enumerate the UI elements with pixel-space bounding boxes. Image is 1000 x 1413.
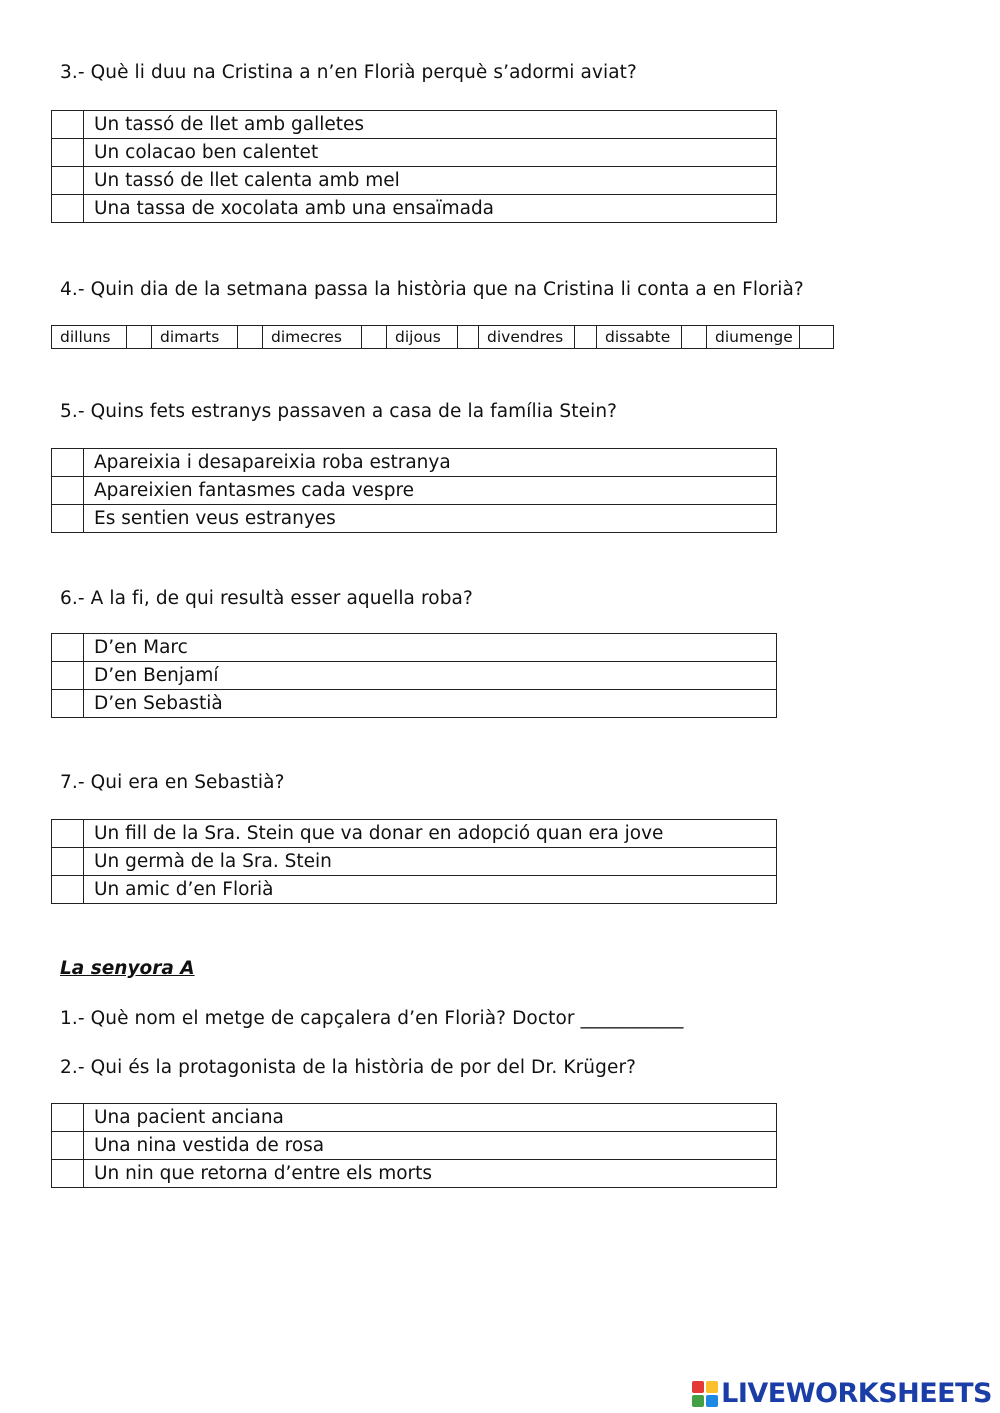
option-label: Un tassó de llet calenta amb mel <box>84 167 777 195</box>
day-label: divendres <box>479 326 575 349</box>
question-4: 4.- Quin dia de la setmana passa la història que na Cristina li conta a en Florià? <box>60 279 804 300</box>
day-checkbox[interactable] <box>362 326 387 349</box>
answer-checkbox[interactable] <box>52 1132 84 1160</box>
day-checkbox[interactable] <box>800 326 834 349</box>
option-row <box>52 111 777 139</box>
answer-checkbox[interactable] <box>52 820 84 848</box>
answer-checkbox[interactable] <box>52 848 84 876</box>
question-3-options <box>51 110 777 223</box>
option-row <box>52 167 777 195</box>
answer-checkbox[interactable] <box>52 195 84 223</box>
option-label: Un amic d’en Florià <box>84 876 777 904</box>
option-row <box>52 195 777 223</box>
option-label: Una nina vestida de rosa <box>84 1132 777 1160</box>
day-checkbox[interactable] <box>682 326 707 349</box>
day-label: dimarts <box>152 326 238 349</box>
logo-square <box>706 1395 718 1407</box>
option-row <box>52 820 777 848</box>
day-checkbox[interactable] <box>575 326 597 349</box>
question-5: 5.- Quins fets estranys passaven a casa de la família Stein? <box>60 401 618 422</box>
weekday-options <box>51 325 834 349</box>
answer-checkbox[interactable] <box>52 139 84 167</box>
day-label: dijous <box>387 326 458 349</box>
option-label: Un nin que retorna d’entre els morts <box>84 1160 777 1188</box>
option-row <box>52 662 777 690</box>
brand-text: LIVEWORKSHEETS <box>721 1378 992 1409</box>
answer-checkbox[interactable] <box>52 634 84 662</box>
option-row <box>52 139 777 167</box>
day-label: dilluns <box>52 326 127 349</box>
answer-checkbox[interactable] <box>52 1160 84 1188</box>
option-row <box>52 449 777 477</box>
question-s2-2: 2.- Qui és la protagonista de la història de por del Dr. Krüger? <box>60 1057 637 1078</box>
day-label: dimecres <box>263 326 362 349</box>
question-7: 7.- Qui era en Sebastià? <box>60 772 285 793</box>
option-label: Un fill de la Sra. Stein que va donar en adopció quan era jove <box>84 820 777 848</box>
option-label: D’en Sebastià <box>84 690 777 718</box>
liveworksheets-brand <box>692 1378 992 1409</box>
answer-checkbox[interactable] <box>52 167 84 195</box>
answer-checkbox[interactable] <box>52 477 84 505</box>
answer-checkbox[interactable] <box>52 690 84 718</box>
answer-checkbox[interactable] <box>52 1104 84 1132</box>
logo-square <box>706 1381 718 1393</box>
answer-checkbox[interactable] <box>52 876 84 904</box>
option-row <box>52 477 777 505</box>
logo-square <box>692 1395 704 1407</box>
question-7-options <box>51 819 777 904</box>
option-row <box>52 634 777 662</box>
question-s2-2-options <box>51 1103 777 1188</box>
question-6-options <box>51 633 777 718</box>
day-label: diumenge <box>707 326 800 349</box>
option-row <box>52 1104 777 1132</box>
option-label: Apareixia i desapareixia roba estranya <box>84 449 777 477</box>
option-row <box>52 876 777 904</box>
option-row <box>52 848 777 876</box>
option-label: Una tassa de xocolata amb una ensaïmada <box>84 195 777 223</box>
option-row <box>52 690 777 718</box>
question-s2-1: 1.- Què nom el metge de capçalera d’en Florià? Doctor ___________ <box>60 1008 684 1029</box>
section-title: La senyora A <box>60 958 195 979</box>
day-label: dissabte <box>597 326 682 349</box>
option-label: Una pacient anciana <box>84 1104 777 1132</box>
option-row <box>52 505 777 533</box>
option-label: Un tassó de llet amb galletes <box>84 111 777 139</box>
question-6: 6.- A la fi, de qui resultà esser aquella roba? <box>60 588 473 609</box>
question-3: 3.- Què li duu na Cristina a n’en Florià perquè s’adormi aviat? <box>60 62 637 83</box>
answer-checkbox[interactable] <box>52 505 84 533</box>
option-row <box>52 1160 777 1188</box>
answer-checkbox[interactable] <box>52 111 84 139</box>
option-row <box>52 1132 777 1160</box>
option-label: D’en Marc <box>84 634 777 662</box>
option-label: Es sentien veus estranyes <box>84 505 777 533</box>
question-5-options <box>51 448 777 533</box>
answer-checkbox[interactable] <box>52 662 84 690</box>
day-checkbox[interactable] <box>458 326 479 349</box>
liveworksheets-logo-icon <box>692 1381 718 1407</box>
option-label: Un colacao ben calentet <box>84 139 777 167</box>
option-label: Un germà de la Sra. Stein <box>84 848 777 876</box>
answer-checkbox[interactable] <box>52 449 84 477</box>
option-label: Apareixien fantasmes cada vespre <box>84 477 777 505</box>
day-checkbox[interactable] <box>127 326 152 349</box>
day-checkbox[interactable] <box>238 326 263 349</box>
logo-square <box>692 1381 704 1393</box>
option-label: D’en Benjamí <box>84 662 777 690</box>
